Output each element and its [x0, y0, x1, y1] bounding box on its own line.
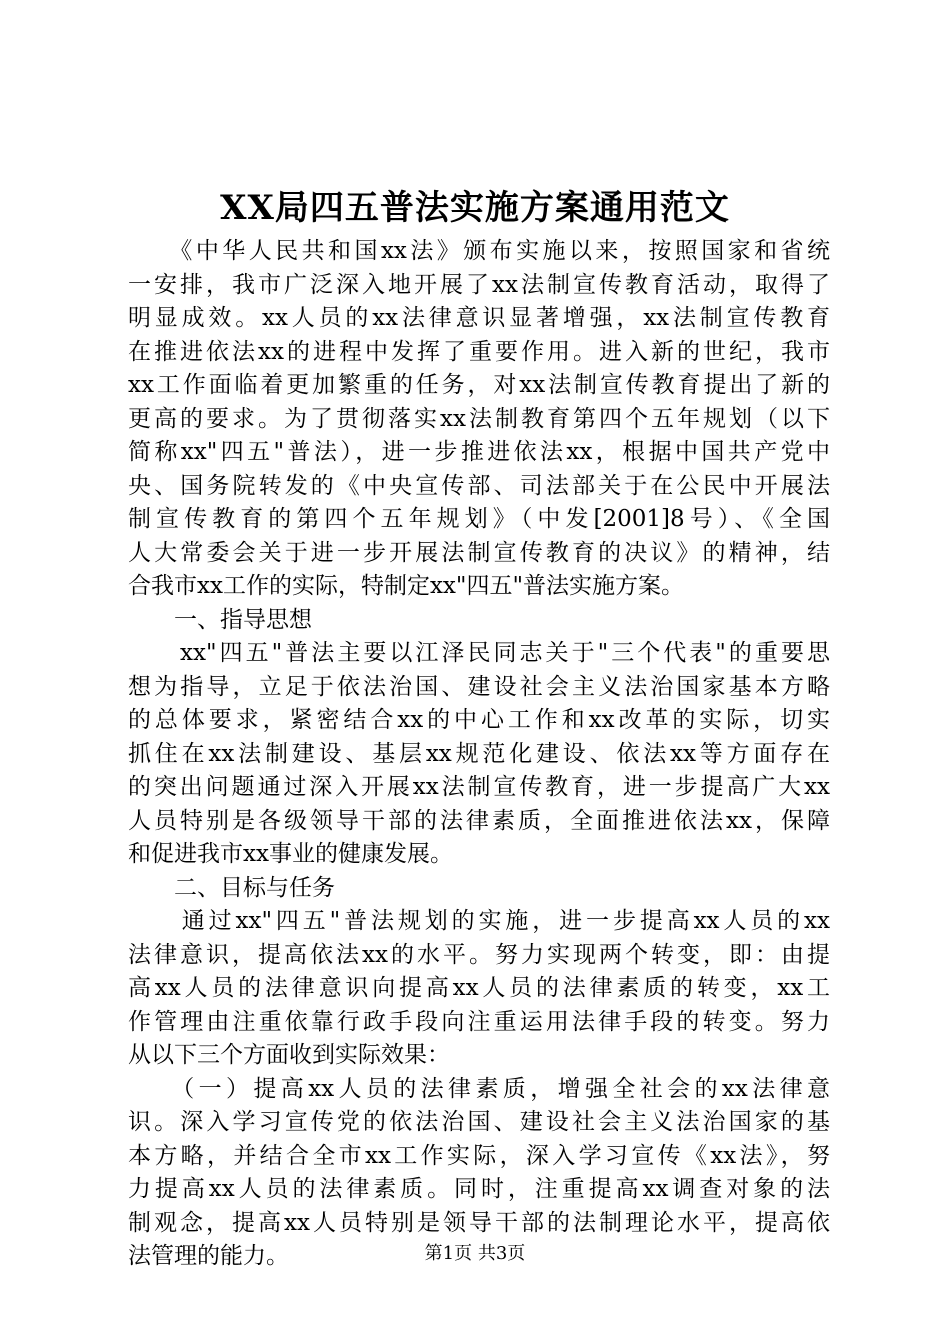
section-heading: 一、指导思想 — [128, 606, 312, 633]
body-line: xx工作面临着更加繁重的任务，对xx法制宣传教育提出了新的 — [128, 372, 830, 398]
body-line: 想为指导，立足于依法治国、建设社会主义法治国家基本方略 — [128, 673, 830, 700]
body-line: 人员特别是各级领导干部的法律素质，全面推进依法xx，保障 — [128, 807, 830, 834]
body-line: 人大常委会关于进一步开展法制宣传教育的决议》的精神，结 — [128, 539, 830, 566]
page-footer: 第1页 共3页 — [424, 1243, 526, 1264]
document-body — [128, 235, 830, 1274]
body-line: 法律意识，提高依法xx的水平。努力实现两个转变，即：由提 — [128, 941, 830, 968]
body-line: 和促进我市xx事业的健康发展。 — [128, 841, 453, 867]
body-line: 《中华人民共和国xx法》颁布实施以来，按照国家和省统 — [128, 238, 830, 264]
body-line: 的总体要求，紧密结合xx的中心工作和xx改革的实际，切实 — [128, 707, 830, 733]
body-line: 从以下三个方面收到实际效果： — [128, 1042, 450, 1068]
body-line: 通过xx"四五"普法规划的实施，进一步提高xx人员的xx — [128, 908, 830, 934]
section-heading: 二、目标与任务 — [128, 874, 335, 901]
body-line: 制观念，提高xx人员特别是领导干部的法制理论水平，提高依 — [128, 1209, 830, 1236]
body-line: 作管理由注重依靠行政手段向注重运用法律手段的转变。努力 — [128, 1008, 830, 1035]
body-line: xx"四五"普法主要以江泽民同志关于"三个代表"的重要思 — [128, 640, 830, 666]
body-line: （一）提高xx人员的法律素质，增强全社会的xx法律意 — [128, 1075, 830, 1102]
body-line: 简称xx"四五"普法），进一步推进依法xx，根据中国共产党中 — [128, 439, 830, 465]
body-line: 在推进依法xx的进程中发挥了重要作用。进入新的世纪，我市 — [128, 338, 830, 365]
body-line: 央、国务院转发的《中央宣传部、司法部关于在公民中开展法 — [128, 472, 830, 499]
body-line: 的突出问题通过深入开展xx法制宣传教育，进一步提高广大xx — [128, 774, 830, 800]
body-line: 明显成效。xx人员的xx法律意识显著增强，xx法制宣传教育 — [128, 305, 830, 331]
body-line: 本方略，并结合全市xx工作实际，深入学习宣传《xx法》，努 — [128, 1142, 830, 1169]
body-line: 抓住在xx法制建设、基层xx规范化建设、依法xx等方面存在 — [128, 740, 830, 767]
body-line: 合我市xx工作的实际，特制定xx"四五"普法实施方案。 — [128, 573, 685, 599]
body-line: 高xx人员的法律意识向提高xx人员的法律素质的转变，xx工 — [128, 975, 830, 1001]
body-line: 更高的要求。为了贯彻落实xx法制教育第四个五年规划（以下 — [128, 405, 830, 432]
document-title: XX局四五普法实施方案通用范文 — [220, 188, 730, 228]
body-line: 力提高xx人员的法律素质。同时，注重提高xx调查对象的法 — [128, 1176, 830, 1202]
body-line: 制宣传教育的第四个五年规划》（中发[2001]8号）、《全国 — [128, 506, 830, 532]
body-line: 识。深入学习宣传党的依法治国、建设社会主义法治国家的基 — [128, 1109, 830, 1135]
body-line: 法管理的能力。 — [128, 1243, 289, 1269]
body-line: 一安排，我市广泛深入地开展了xx法制宣传教育活动，取得了 — [128, 271, 830, 298]
